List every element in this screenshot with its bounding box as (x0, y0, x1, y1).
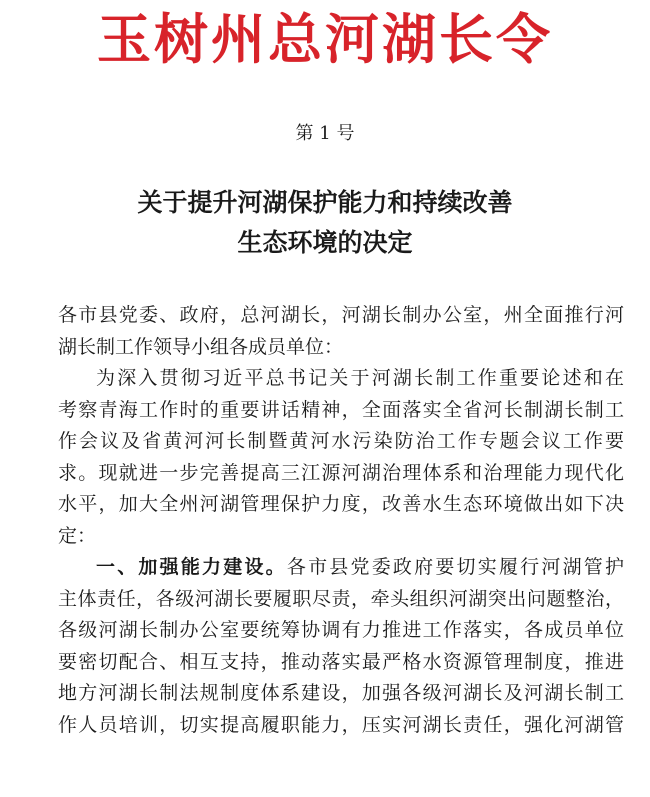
document-title-line: 关于提升河湖保护能力和持续改善 (137, 188, 513, 217)
intro-paragraph (58, 363, 624, 552)
text-line: 水平，加大全州河湖管理保护力度，改善水生态环境做出如下决 (58, 493, 624, 515)
text-line: 湖长制工作领导小组各成员单位： (58, 335, 344, 358)
section-heading-rest: 各市县党委政府要切实履行河湖管护 (286, 556, 624, 578)
document-title (0, 183, 650, 263)
document-body (58, 300, 624, 741)
text-line: 要密切配合、相互支持，推动落实最严格水资源管理制度，推进 (58, 650, 624, 673)
text-line: 作会议及省黄河河长制暨黄河水污染防治工作专题会议工作要 (58, 430, 624, 452)
text-line (58, 552, 624, 584)
document-number: 第 1 号 (295, 123, 355, 144)
text-line: 为深入贯彻习近平总书记关于河湖长制工作重要论述和在 (96, 367, 624, 389)
document-title-line: 生态环境的决定 (237, 228, 413, 257)
section-1-paragraph (58, 552, 624, 741)
section-heading: 一、加强能力建设。 (96, 556, 287, 578)
addressee-paragraph (58, 300, 624, 363)
text-line: 各市县党委、政府，总河湖长，河湖长制办公室，州全面推行河 (58, 304, 624, 326)
text-line: 主体责任，各级河湖长要履职尽责，牵头组织河湖突出问题整治， (58, 587, 624, 610)
text-line: 定： (58, 524, 97, 547)
text-line: 求。现就进一步完善提高三江源河湖治理体系和治理能力现代化 (58, 461, 624, 484)
text-line: 作人员培训，切实提高履职能力，压实河湖长责任，强化河湖管 (58, 713, 624, 736)
document-header-title: 玉树州总河湖长令 (97, 8, 553, 71)
text-line: 地方河湖长制法规制度体系建设，加强各级河湖长及河湖长制工 (58, 682, 624, 704)
text-line: 各级河湖长制办公室要统筹协调有力推进工作落实，各成员单位 (58, 619, 624, 641)
text-line: 考察青海工作时的重要讲话精神，全面落实全省河长制湖长制工 (58, 398, 624, 421)
